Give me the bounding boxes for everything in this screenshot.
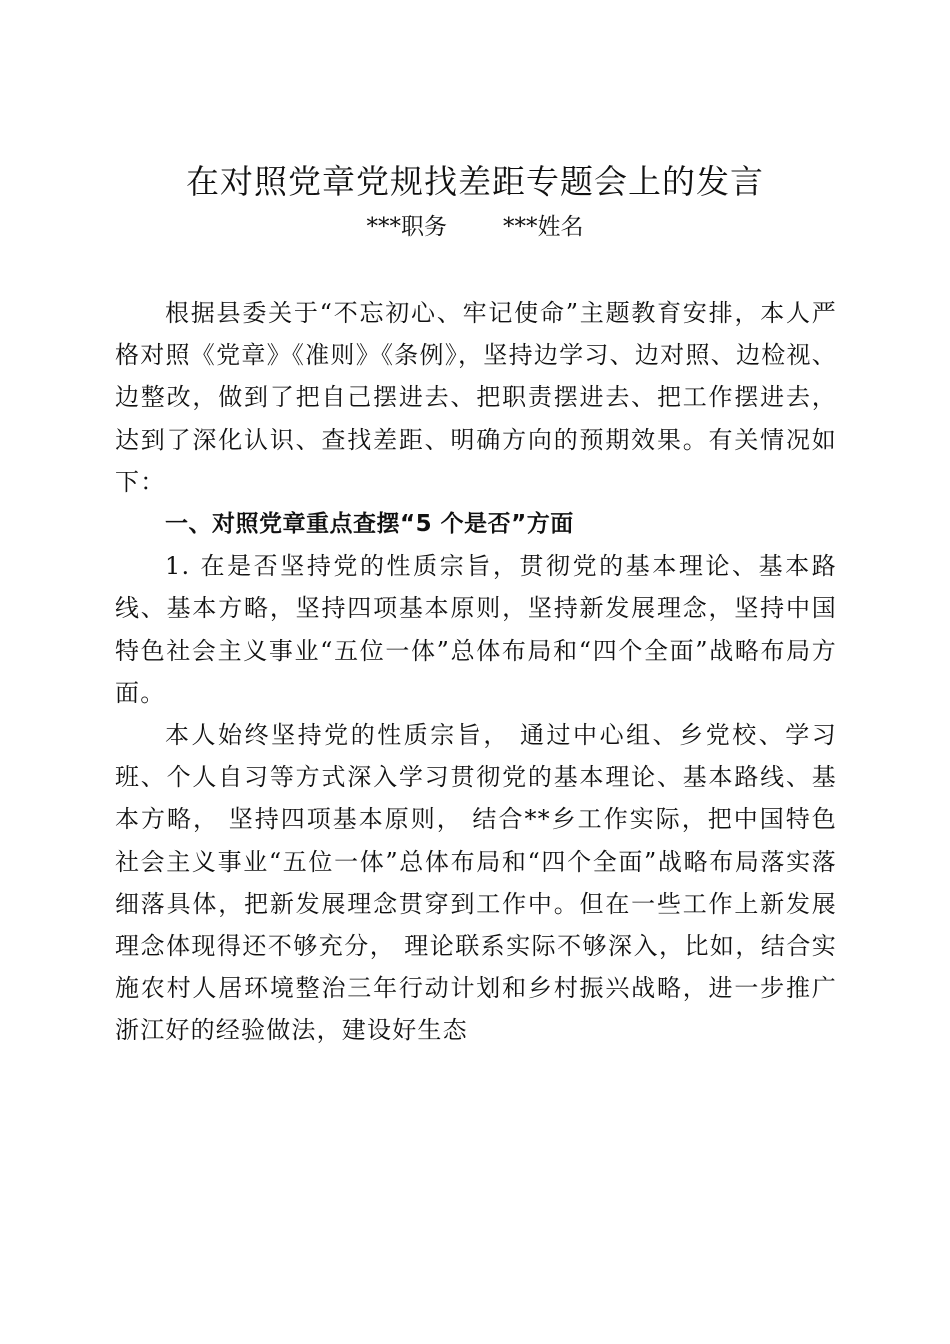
intro-paragraph: 根据县委关于“不忘初心、牢记使命”主题教育安排，本人严格对照《党章》《准则》《条例》，坚持边学习、边对照、边检视、边整改，做到了把自己摆进去、把职责摆进去、把工作摆进去，达到了深化认识、查找差距、明确方向的预期效果。有关情况如下： — [115, 299, 837, 496]
document-body — [115, 292, 837, 1052]
section-heading: 一、对照党章重点查摆“5 个是否”方面 — [165, 511, 574, 538]
item-1-body-paragraph: 本人始终坚持党的性质宗旨， 通过中心组、乡党校、学习班、个人自习等方式深入学习贯彻党的基本理论、基本路线、基本方略， 坚持四项基本原则， 结合**乡工作实际，把中国特色社会主义事业“五位一体”总体布局和“四个全面”战略布局落实落细落具体，把新发展理念贯穿到工作中。但在一些工作上新发展理念体现得还不够充分， 理论联系实际不够深入，比如，结合实施农村人居环境整治三年行动计划和乡村振兴战略，进一步推广浙江好的经验做法，建设好生态 — [115, 721, 837, 1045]
author-position: ***职务 — [366, 214, 447, 240]
author-name: ***姓名 — [503, 214, 584, 240]
item-1-paragraph: 1. 在是否坚持党的性质宗旨，贯彻党的基本理论、基本路线、基本方略，坚持四项基本原则，坚持新发展理念，坚持中国特色社会主义事业“五位一体”总体布局和“四个全面”战略布局方面。 — [115, 552, 837, 707]
document-title: 在对照党章党规找差距专题会上的发言 — [186, 162, 764, 201]
author-byline — [0, 210, 950, 244]
